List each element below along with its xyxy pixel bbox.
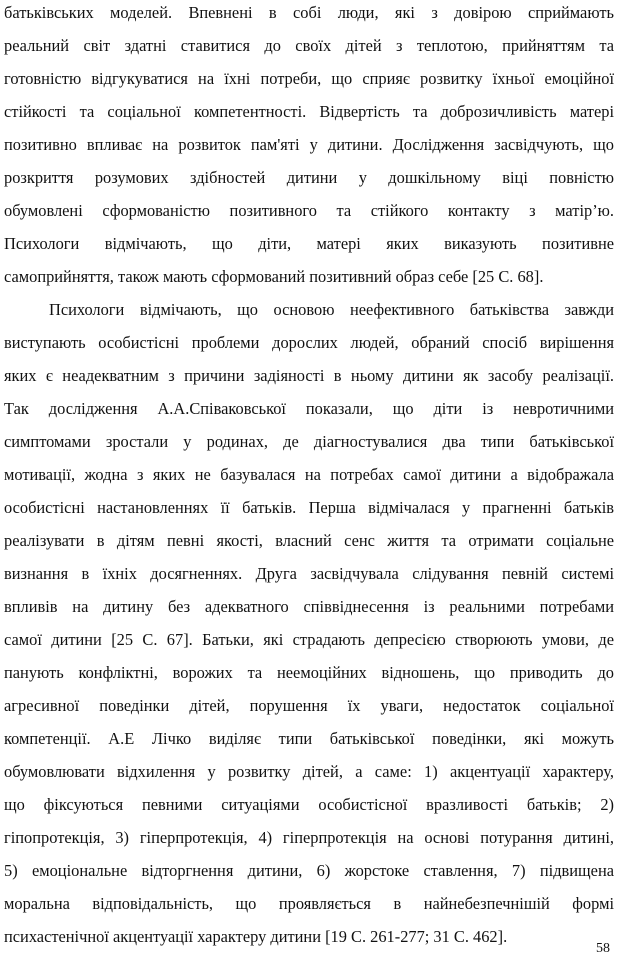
- text-line: панують конфліктні, ворожих та неемоційних відношень, що приводить до: [4, 663, 614, 682]
- text-line: 5) емоціональне відторгнення дитини, 6) жорстоке ставлення, 7) підвищена: [4, 861, 614, 880]
- text-line: самої дитини [25 С. 67]. Батьки, які страдають депресією створюють умови, де: [4, 630, 614, 649]
- text-line: Так дослідження А.А.Співаковської показали, що діти із невротичними: [4, 399, 614, 418]
- text-line: готовністю відгукуватися на їхні потреби, що сприяє розвитку їхньої емоційної: [4, 69, 614, 88]
- text-line: позитивно впливає на розвиток пам'яті у дитини. Дослідження засвідчують, що: [4, 135, 614, 154]
- text-line: компетенції. А.Е Лічко виділяє типи батьківської поведінки, які можуть: [4, 729, 614, 748]
- text-line: самоприйняття, також мають сформований позитивний образ себе [25 С. 68].: [4, 267, 544, 286]
- text-line: Психологи відмічають, що діти, матері яких виказують позитивне: [4, 234, 614, 253]
- text-line: симптомами зростали у родинах, де діагностувалися два типи батьківської: [4, 432, 614, 451]
- text-line: особистісні настановленнях її батьків. Перша відмічалася у прагненні батьків: [4, 498, 614, 517]
- text-line: виступають особистісні проблеми дорослих людей, обраний спосіб вирішення: [4, 333, 614, 352]
- text-line: моральна відповідальність, що проявляється в найнебезпечнішій формі: [4, 894, 614, 913]
- text-line: реальний світ здатні ставитися до своїх дітей з теплотою, прийняттям та: [4, 36, 614, 55]
- text-line: психастенічної акцентуації характеру дитини [19 С. 261-277; 31 С. 462].: [4, 927, 508, 946]
- text-line: яких є неадекватним з причини задіяності в ньому дитини як засобу реалізації.: [4, 366, 614, 385]
- paragraph: [4, 0, 614, 293]
- text-line: реалізувати в дітям певні якості, власний сенс життя та отримати соціальне: [4, 531, 614, 550]
- text-line: впливів на дитину без адекватного співвіднесення із реальними потребами: [4, 597, 614, 616]
- text-line: стійкості та соціальної компетентності. Відвертість та доброзичливість матері: [4, 102, 614, 121]
- text-line: обумовлені сформованістю позитивного та стійкого контакту з матір’ю.: [4, 201, 614, 220]
- text-line: що фіксуються певними ситуаціями особистісної вразливості батьків; 2): [4, 795, 614, 814]
- page-number: 58: [596, 941, 610, 956]
- body-text: [4, 0, 614, 953]
- paragraph: [4, 293, 614, 953]
- text-line: обумовлювати відхилення у розвитку дітей, а саме: 1) акцентуації характеру,: [4, 762, 614, 781]
- text-line: гіпопротекція, 3) гіперпротекція, 4) гіперпротекція на основі потурання дитині,: [4, 828, 614, 847]
- text-line: визнання в їхніх досягненнях. Друга засвідчувала слідування певній системі: [4, 564, 614, 583]
- text-line: агресивної поведінки дітей, порушення їх уваги, недостаток соціальної: [4, 696, 614, 715]
- text-line: мотивації, жодна з яких не базувалася на потребах самої дитини а відображала: [4, 465, 614, 484]
- text-line: Психологи відмічають, що основою неефективного батьківства завжди: [49, 300, 614, 319]
- text-line: розкриття розумових здібностей дитини у дошкільному віці повністю: [4, 168, 614, 187]
- text-line: батьківських моделей. Впевнені в собі люди, які з довірою сприймають: [4, 3, 614, 22]
